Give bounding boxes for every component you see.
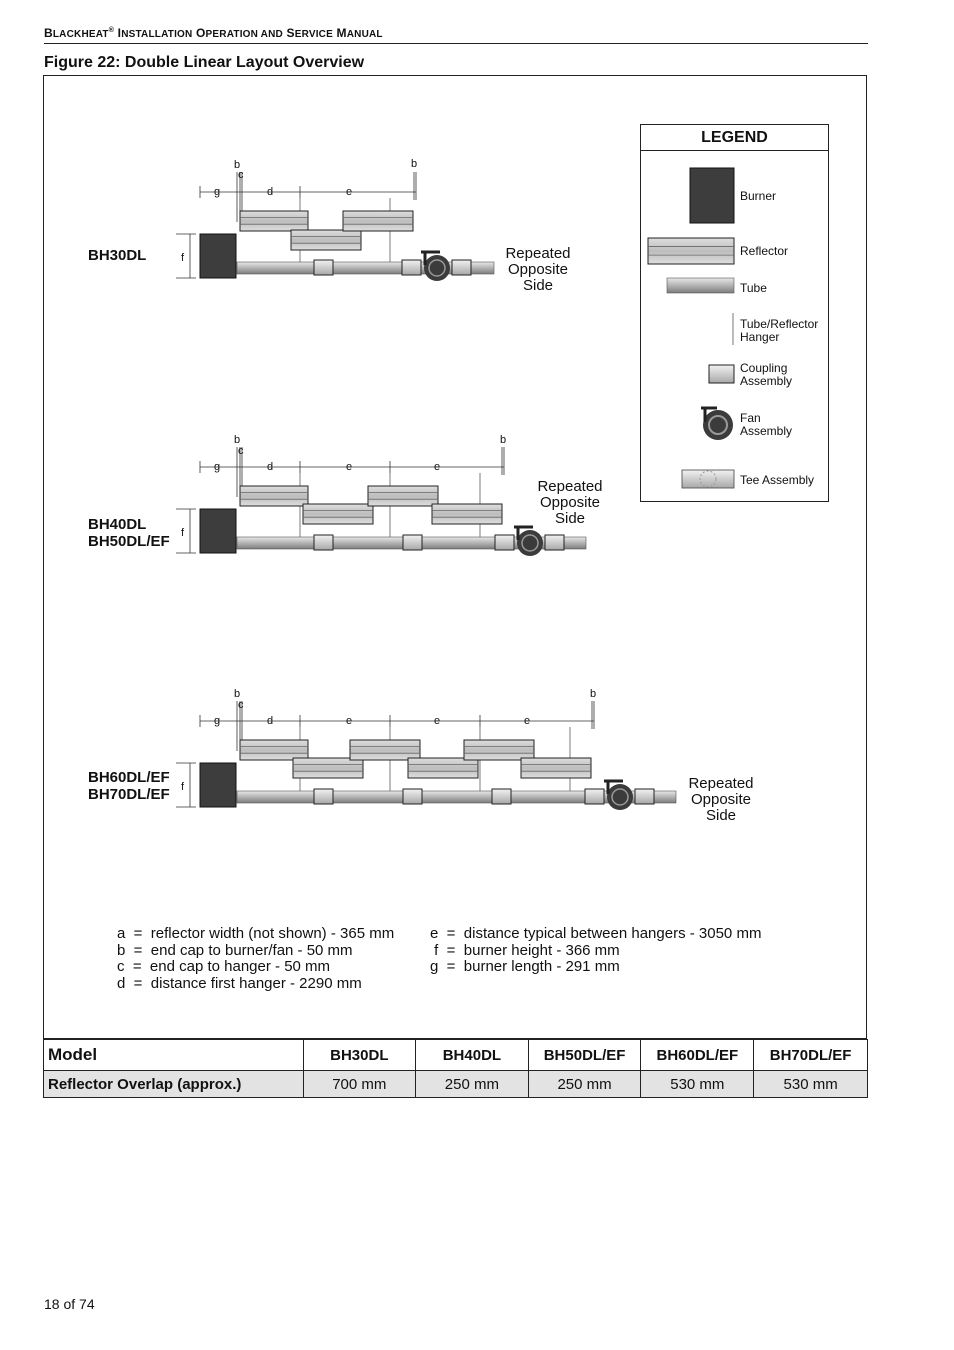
dim-e: e [346, 461, 353, 473]
reflector [521, 758, 591, 778]
legend-title: LEGEND [641, 125, 828, 151]
definitions-left [117, 926, 394, 992]
table-cell: 700 mm [303, 1071, 416, 1098]
reflector-overlap-table [43, 1039, 868, 1098]
coupling [452, 260, 471, 275]
coupling [314, 260, 333, 275]
coupling [545, 535, 564, 550]
dim-b: b [411, 158, 418, 170]
page-number: 18 of 74 [44, 1296, 95, 1312]
dim-g: g [214, 461, 221, 473]
dim-e: e [346, 186, 353, 198]
dim-d: d [267, 461, 274, 473]
coupling [492, 789, 511, 804]
reflector [464, 740, 534, 760]
legend-label-hanger: Tube/Reflector Hanger [740, 317, 819, 344]
table-header-cell [44, 1040, 304, 1071]
header-word-initial: M [336, 26, 347, 40]
dim-f: f [181, 527, 185, 539]
model-label-bh60-70: BH60DL/EF BH70DL/EF [88, 769, 170, 803]
reflector [240, 486, 308, 506]
table-row [44, 1071, 868, 1098]
dim-b: b [234, 434, 241, 446]
dim-b: b [234, 159, 241, 171]
header-word-initial: I [117, 26, 122, 40]
dim-d: d [267, 186, 274, 198]
table-header-model: Model [48, 1045, 98, 1064]
header-word-rest: ERVICE [294, 29, 333, 40]
table-header-row [44, 1040, 868, 1071]
reflector [432, 504, 502, 524]
table-cell: 530 mm [641, 1071, 754, 1098]
coupling [402, 260, 421, 275]
model-label-bh30dl: BH30DL [88, 247, 147, 264]
reflector [303, 504, 373, 524]
definition-line: c = end cap to hanger - 50 mm [117, 958, 331, 975]
table-cell: Reflector Overlap (approx.) [44, 1071, 304, 1098]
reflector [368, 486, 438, 506]
coupling [495, 535, 514, 550]
table-header-cell: BH60DL/EF [641, 1040, 754, 1071]
coupling [403, 535, 422, 550]
coupling [403, 789, 422, 804]
definition-line: g = burner length - 291 mm [430, 958, 620, 975]
dim-c: c [238, 169, 244, 181]
coupling [314, 535, 333, 550]
header-brand-initial: B [44, 26, 53, 40]
model-label-bh40-50: BH40DL BH50DL/EF [88, 516, 170, 550]
burner [200, 234, 236, 278]
table-cell: 250 mm [528, 1071, 641, 1098]
fan [424, 255, 450, 281]
dim-d: d [267, 715, 274, 727]
registered-mark: ® [108, 27, 115, 34]
reflector [350, 740, 420, 760]
dim-e: e [434, 461, 441, 473]
reflector [240, 211, 308, 231]
definition-line: e = distance typical between hangers - 3050 mm [430, 925, 762, 942]
reflector [291, 230, 361, 250]
header-word-rest: NSTALLATION [121, 29, 193, 40]
dim-b: b [234, 688, 241, 700]
dim-e: e [434, 715, 441, 727]
legend-label-reflector: Reflector [740, 244, 789, 258]
reflector [408, 758, 478, 778]
header-word-initial: O [196, 26, 206, 40]
dim-c: c [238, 445, 244, 457]
burner [200, 509, 236, 553]
definitions-right [430, 926, 761, 976]
legend-label-coupling: Coupling Assembly [740, 361, 793, 388]
definition-line: f = burner height - 366 mm [430, 941, 620, 959]
dim-c: c [238, 699, 244, 711]
legend-panel [640, 124, 829, 502]
definition-line: a = reflector width (not shown) - 365 mm [117, 925, 395, 942]
fan [607, 784, 633, 810]
fan [517, 530, 543, 556]
dim-e: e [346, 715, 353, 727]
legend-label-tube: Tube [740, 281, 767, 295]
table-cell: 530 mm [754, 1071, 868, 1098]
coupling [635, 789, 654, 804]
reflector [343, 211, 413, 231]
table-cell: 250 mm [416, 1071, 529, 1098]
repeated-opposite-side-label: Repeated Opposite Side [537, 478, 603, 527]
header-brand-rest: LACKHEAT [52, 29, 109, 40]
header-word-rest: ANUAL [346, 29, 383, 40]
dim-b: b [500, 434, 507, 446]
repeated-opposite-side-label: Repeated Opposite Side [505, 245, 571, 294]
dim-b: b [590, 688, 597, 700]
reflector [293, 758, 363, 778]
table-header-cell: BH40DL [416, 1040, 529, 1071]
legend-label-tee: Tee Assembly [740, 473, 815, 487]
definition-line: b = end cap to burner/fan - 50 mm [117, 941, 353, 959]
table-header-cell: BH70DL/EF [754, 1040, 868, 1071]
dim-f: f [181, 781, 185, 793]
dim-e: e [524, 715, 531, 727]
repeated-opposite-side-label: Repeated Opposite Side [688, 775, 754, 824]
coupling [585, 789, 604, 804]
header-word-initial: S [286, 26, 295, 40]
figure-title: Figure 22: Double Linear Layout Overview [44, 54, 365, 71]
dim-g: g [214, 715, 221, 727]
definition-line: d = distance first hanger - 2290 mm [117, 974, 362, 992]
table-header-cell: BH50DL/EF [528, 1040, 641, 1071]
legend-label-fan: Fan Assembly [740, 411, 793, 438]
table-header-cell: BH30DL [303, 1040, 416, 1071]
burner [200, 763, 236, 807]
coupling [314, 789, 333, 804]
dim-g: g [214, 186, 221, 198]
legend-label-burner: Burner [740, 189, 777, 203]
reflector [240, 740, 308, 760]
dim-f: f [181, 252, 185, 264]
header-word-rest: PERATION AND [205, 29, 283, 40]
